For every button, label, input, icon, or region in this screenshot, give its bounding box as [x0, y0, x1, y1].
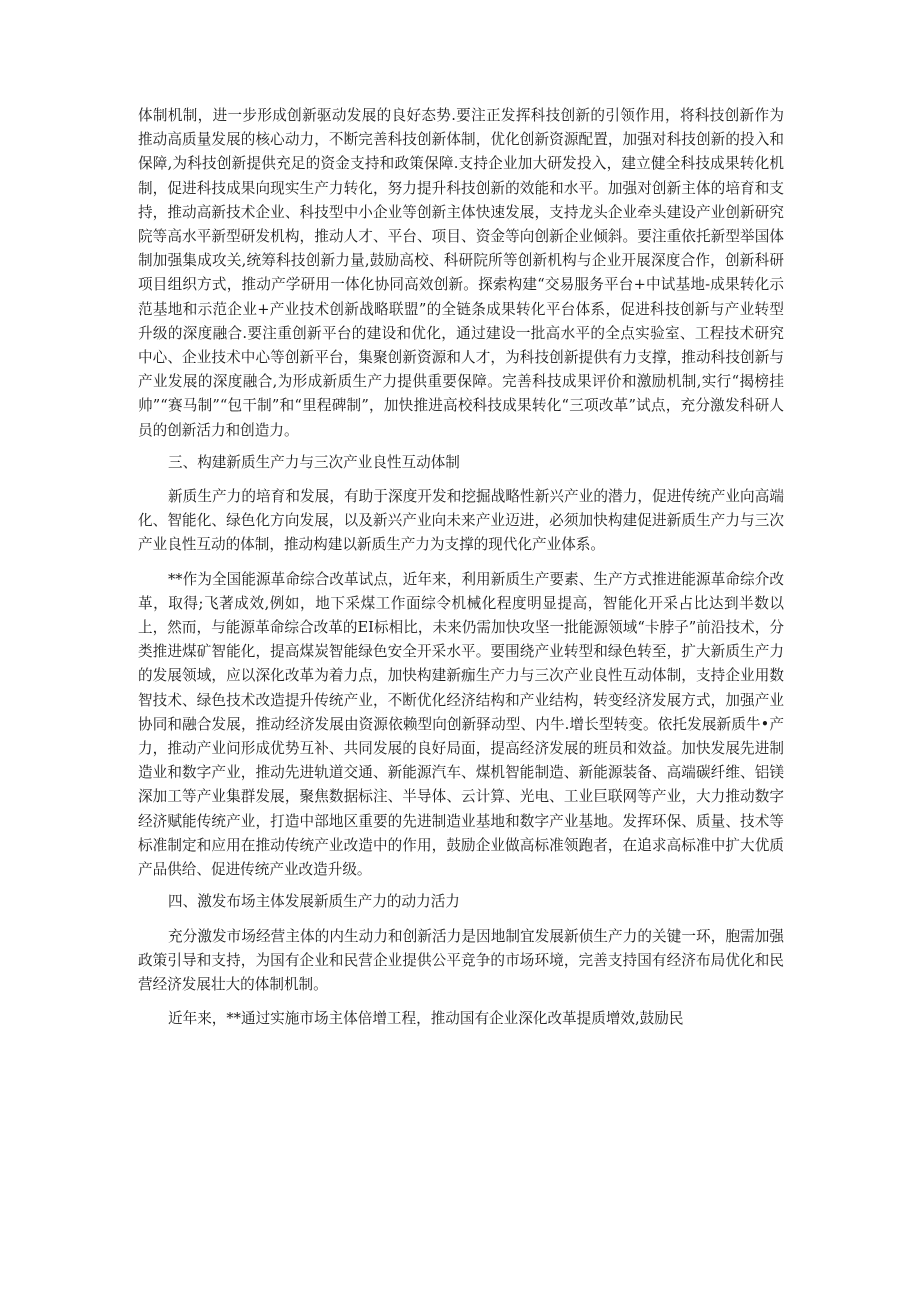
body-paragraph: 体制机制，进一步形成创新驱动发展的良好态势.要注正发挥科技创新的引领作用，将科技创新作为推动高质量发展的核心动力，不断完善科技创新体制，优化创新资源配置，加强对科技创新的投入和保障,为科技创新提供充足的资金支持和政策保障.支持企业加大研发投入，建立健全科技成果转化机制，促进科技成果向现实生产力转化，努力提升科技创新的效能和水平。加强对创新主体的培育和支持，推动高新技术企业、科技型中小企业等创新主体快速发展，支持龙头企业牵头建设产业创新研究院等高水平新型研发机构，推动人才、平台、项目、资金等向创新企业倾斜。要注重依托新型举国体制加强集成攻关,统筹科技创新力量,鼓励高校、科研院所等创新机构与企业开展深度合作，创新科研项目组织方式，推动产学研用一体化协同高效创新。探索构建“交易服务平台+中试基地-成果转化示范基地和示范企业+产业技术创新战略联盟”的全链条成果转化平台体系，促进科技创新与产业转型升级的深度融合.要注重创新平台的建设和优化，通过建设一批高水平的全点实验室、工程技术研究中心、企业技术中心等创新平台，集聚创新资源和人才，为科技创新提供有力支撑，推动科技创新与产业发展的深度融合,为形成新质生产力提供重要保障。完善科技成果评价和激励机制,实行“揭榜挂帅”“赛马制”“包干制”和“里程碑制”，加快推进高校科技成果转化“三项改革”试点，充分激发科研人员的创新活力和创造力。 — [138, 107, 784, 439]
body-paragraph: 近年来，**通过实施市场主体倍增工程，推动国有企业深化改革提质增效,鼓励民 — [168, 1010, 684, 1028]
body-paragraph: **作为全国能源革命综合改革试点，近年来，利用新质生产要素、生产方式推进能源革命综介改革，取得;飞著成效,例如，地下采煤工作面综令机械化程度明显提高，智能化开采占比达到半数以上，然而，与能源革命综合改革的EI标相比，未来仍需加快攻坚一批能源领域“卡脖子”前沿技术，分类推进煤矿智能化，提高煤炭智能绿色安全开采水平。要围绕产业转型和绿色转至，扩大新质生产力的发展领域，应以深化改革为着力点，加快构建新痂生产力与三次产业良性互动体制，支持企业用数智技术、绿色技术改造提升传统产业，不断优化经济结构和产业结构，转变经济发展方式，加强产业协同和融合发展，推动经济发展由资源依赖型向创新驿动型、内牛.增长型转变。依托发展新质牛•产力，推动产业问形成优势互补、共同发展的良好局面，提高经济发展的班员和效益。加快发展先进制造业和数字产业，推动先进轨道交通、新能源汽车、煤机智能制造、新能源装备、高端碳纤维、铝镁深加工等产业集群发展，聚焦数据标注、半导体、云计算、光电、工业巨联网等产业，大力推动数字经济赋能传统产业，打造中部地区重要的先进制造业基地和数字产业基地。发挥环保、质量、技术等标准制定和应用在推动传统产业改造中的作用，鼓励企业做高标准领跑者，在追求高标准中扩大优质产品供给、促进传统产业改造升级。 — [138, 570, 784, 879]
section-heading-4: 四、激发布场主体发展新质生产力的动力活力 — [168, 893, 460, 911]
document-page — [138, 104, 784, 1031]
body-paragraph: 充分激发市场经营主体的内生动力和创新活力是因地制宜发展新侦生产力的关键一环，胞需加强政策引导和支持，为国有企业和民营企业提供公平竞争的市场环境，完善支持国有经济布局优化和民营经济发展壮大的体制机制。 — [138, 927, 784, 993]
body-paragraph: 新质生产力的培育和发展，有助于深度开发和挖掘战略性新兴产业的潜力，促进传统产业向高端化、智能化、绿色化方向发展，以及新兴产业向未来产业迈进，必须加快构建促进新质生产力与三次产业良性互动的体制，推动构建以新质生产力为支撑的现代化产业体系。 — [138, 488, 784, 554]
section-heading-3: 三、构建新质生产力与三次产业良性互动体制 — [168, 453, 460, 471]
